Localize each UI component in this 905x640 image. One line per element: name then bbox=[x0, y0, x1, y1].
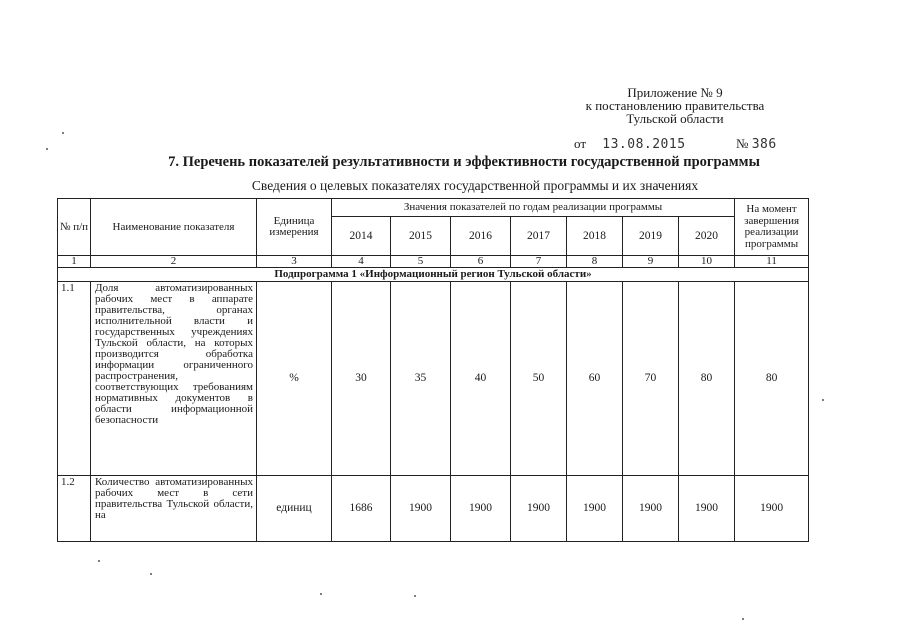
row-number: 1.2 bbox=[58, 476, 91, 542]
row-number: 1.1 bbox=[58, 282, 91, 476]
indicator-unit: % bbox=[257, 282, 332, 476]
header-year: 2016 bbox=[451, 217, 511, 256]
value-cell: 70 bbox=[623, 282, 679, 476]
column-number: 3 bbox=[257, 256, 332, 268]
header-year: 2020 bbox=[679, 217, 735, 256]
indicator-unit: единиц bbox=[257, 476, 332, 542]
header-completion: На момент завершения реализации программы bbox=[735, 199, 809, 256]
value-cell: 1900 bbox=[623, 476, 679, 542]
header-year: 2014 bbox=[332, 217, 391, 256]
indicator-name: Доля автоматизированных рабочих мест в аппарате правительства, органах исполнительной власти и государственных учреждениях Тульской области, на которых производится обработка информации ограниченного распространения, соответствующих требованиям нормативных документов в области информационной безопасности bbox=[91, 282, 257, 476]
appendix-line-2: к постановлению правительства bbox=[585, 98, 765, 113]
column-number: 2 bbox=[91, 256, 257, 268]
subprogram-row bbox=[58, 268, 809, 282]
subprogram-title: Подпрограмма 1 «Информационный регион Тульской области» bbox=[58, 268, 809, 282]
scan-speck bbox=[742, 618, 744, 620]
value-cell: 40 bbox=[451, 282, 511, 476]
decree-number: 386 bbox=[751, 137, 777, 152]
completion-value: 1900 bbox=[735, 476, 809, 542]
completion-value: 80 bbox=[735, 282, 809, 476]
page-title: 7. Перечень показателей результативности и эффективности государственной программы bbox=[168, 154, 760, 170]
header-year: 2019 bbox=[623, 217, 679, 256]
header-unit: Единица измерения bbox=[257, 199, 332, 256]
scan-speck bbox=[822, 399, 824, 401]
header-year: 2017 bbox=[511, 217, 567, 256]
value-cell: 35 bbox=[391, 282, 451, 476]
date-prefix: от bbox=[574, 136, 587, 151]
header-year: 2018 bbox=[567, 217, 623, 256]
appendix-header bbox=[560, 86, 790, 125]
indicator-name: Количество автоматизированных рабочих мест в сети правительства Тульской области, на bbox=[91, 476, 257, 542]
column-number: 7 bbox=[511, 256, 567, 268]
table-row bbox=[58, 282, 809, 476]
value-cell: 1900 bbox=[451, 476, 511, 542]
value-cell: 1686 bbox=[332, 476, 391, 542]
column-number: 11 bbox=[735, 256, 809, 268]
decree-date: 13.08.2015 bbox=[602, 137, 686, 152]
scan-speck bbox=[62, 132, 64, 134]
value-cell: 1900 bbox=[679, 476, 735, 542]
value-cell: 1900 bbox=[391, 476, 451, 542]
decree-date-line bbox=[574, 136, 777, 152]
indicators-table bbox=[57, 198, 809, 542]
value-cell: 80 bbox=[679, 282, 735, 476]
table-row bbox=[58, 476, 809, 542]
scan-speck bbox=[150, 573, 152, 575]
column-number: 4 bbox=[332, 256, 391, 268]
header-values-group: Значения показателей по годам реализации программы bbox=[332, 199, 735, 217]
scan-speck bbox=[98, 560, 100, 562]
column-number: 9 bbox=[623, 256, 679, 268]
value-cell: 1900 bbox=[511, 476, 567, 542]
table-caption: Сведения о целевых показателях государственной программы и их значениях bbox=[251, 178, 699, 193]
header-year: 2015 bbox=[391, 217, 451, 256]
value-cell: 50 bbox=[511, 282, 567, 476]
column-number: 6 bbox=[451, 256, 511, 268]
scan-speck bbox=[414, 595, 416, 597]
appendix-line-3: Тульской области bbox=[626, 111, 724, 126]
scan-speck bbox=[320, 593, 322, 595]
appendix-line-1: Приложение № 9 bbox=[627, 85, 723, 100]
value-cell: 30 bbox=[332, 282, 391, 476]
number-prefix: № bbox=[736, 136, 749, 151]
header-name: Наименование показателя bbox=[91, 199, 257, 256]
column-number: 5 bbox=[391, 256, 451, 268]
column-number: 10 bbox=[679, 256, 735, 268]
column-numbers-row bbox=[58, 256, 809, 268]
column-number: 1 bbox=[58, 256, 91, 268]
value-cell: 1900 bbox=[567, 476, 623, 542]
header-num: № п/п bbox=[58, 199, 91, 256]
column-number: 8 bbox=[567, 256, 623, 268]
value-cell: 60 bbox=[567, 282, 623, 476]
header-row bbox=[58, 199, 809, 217]
scan-speck bbox=[46, 148, 48, 150]
